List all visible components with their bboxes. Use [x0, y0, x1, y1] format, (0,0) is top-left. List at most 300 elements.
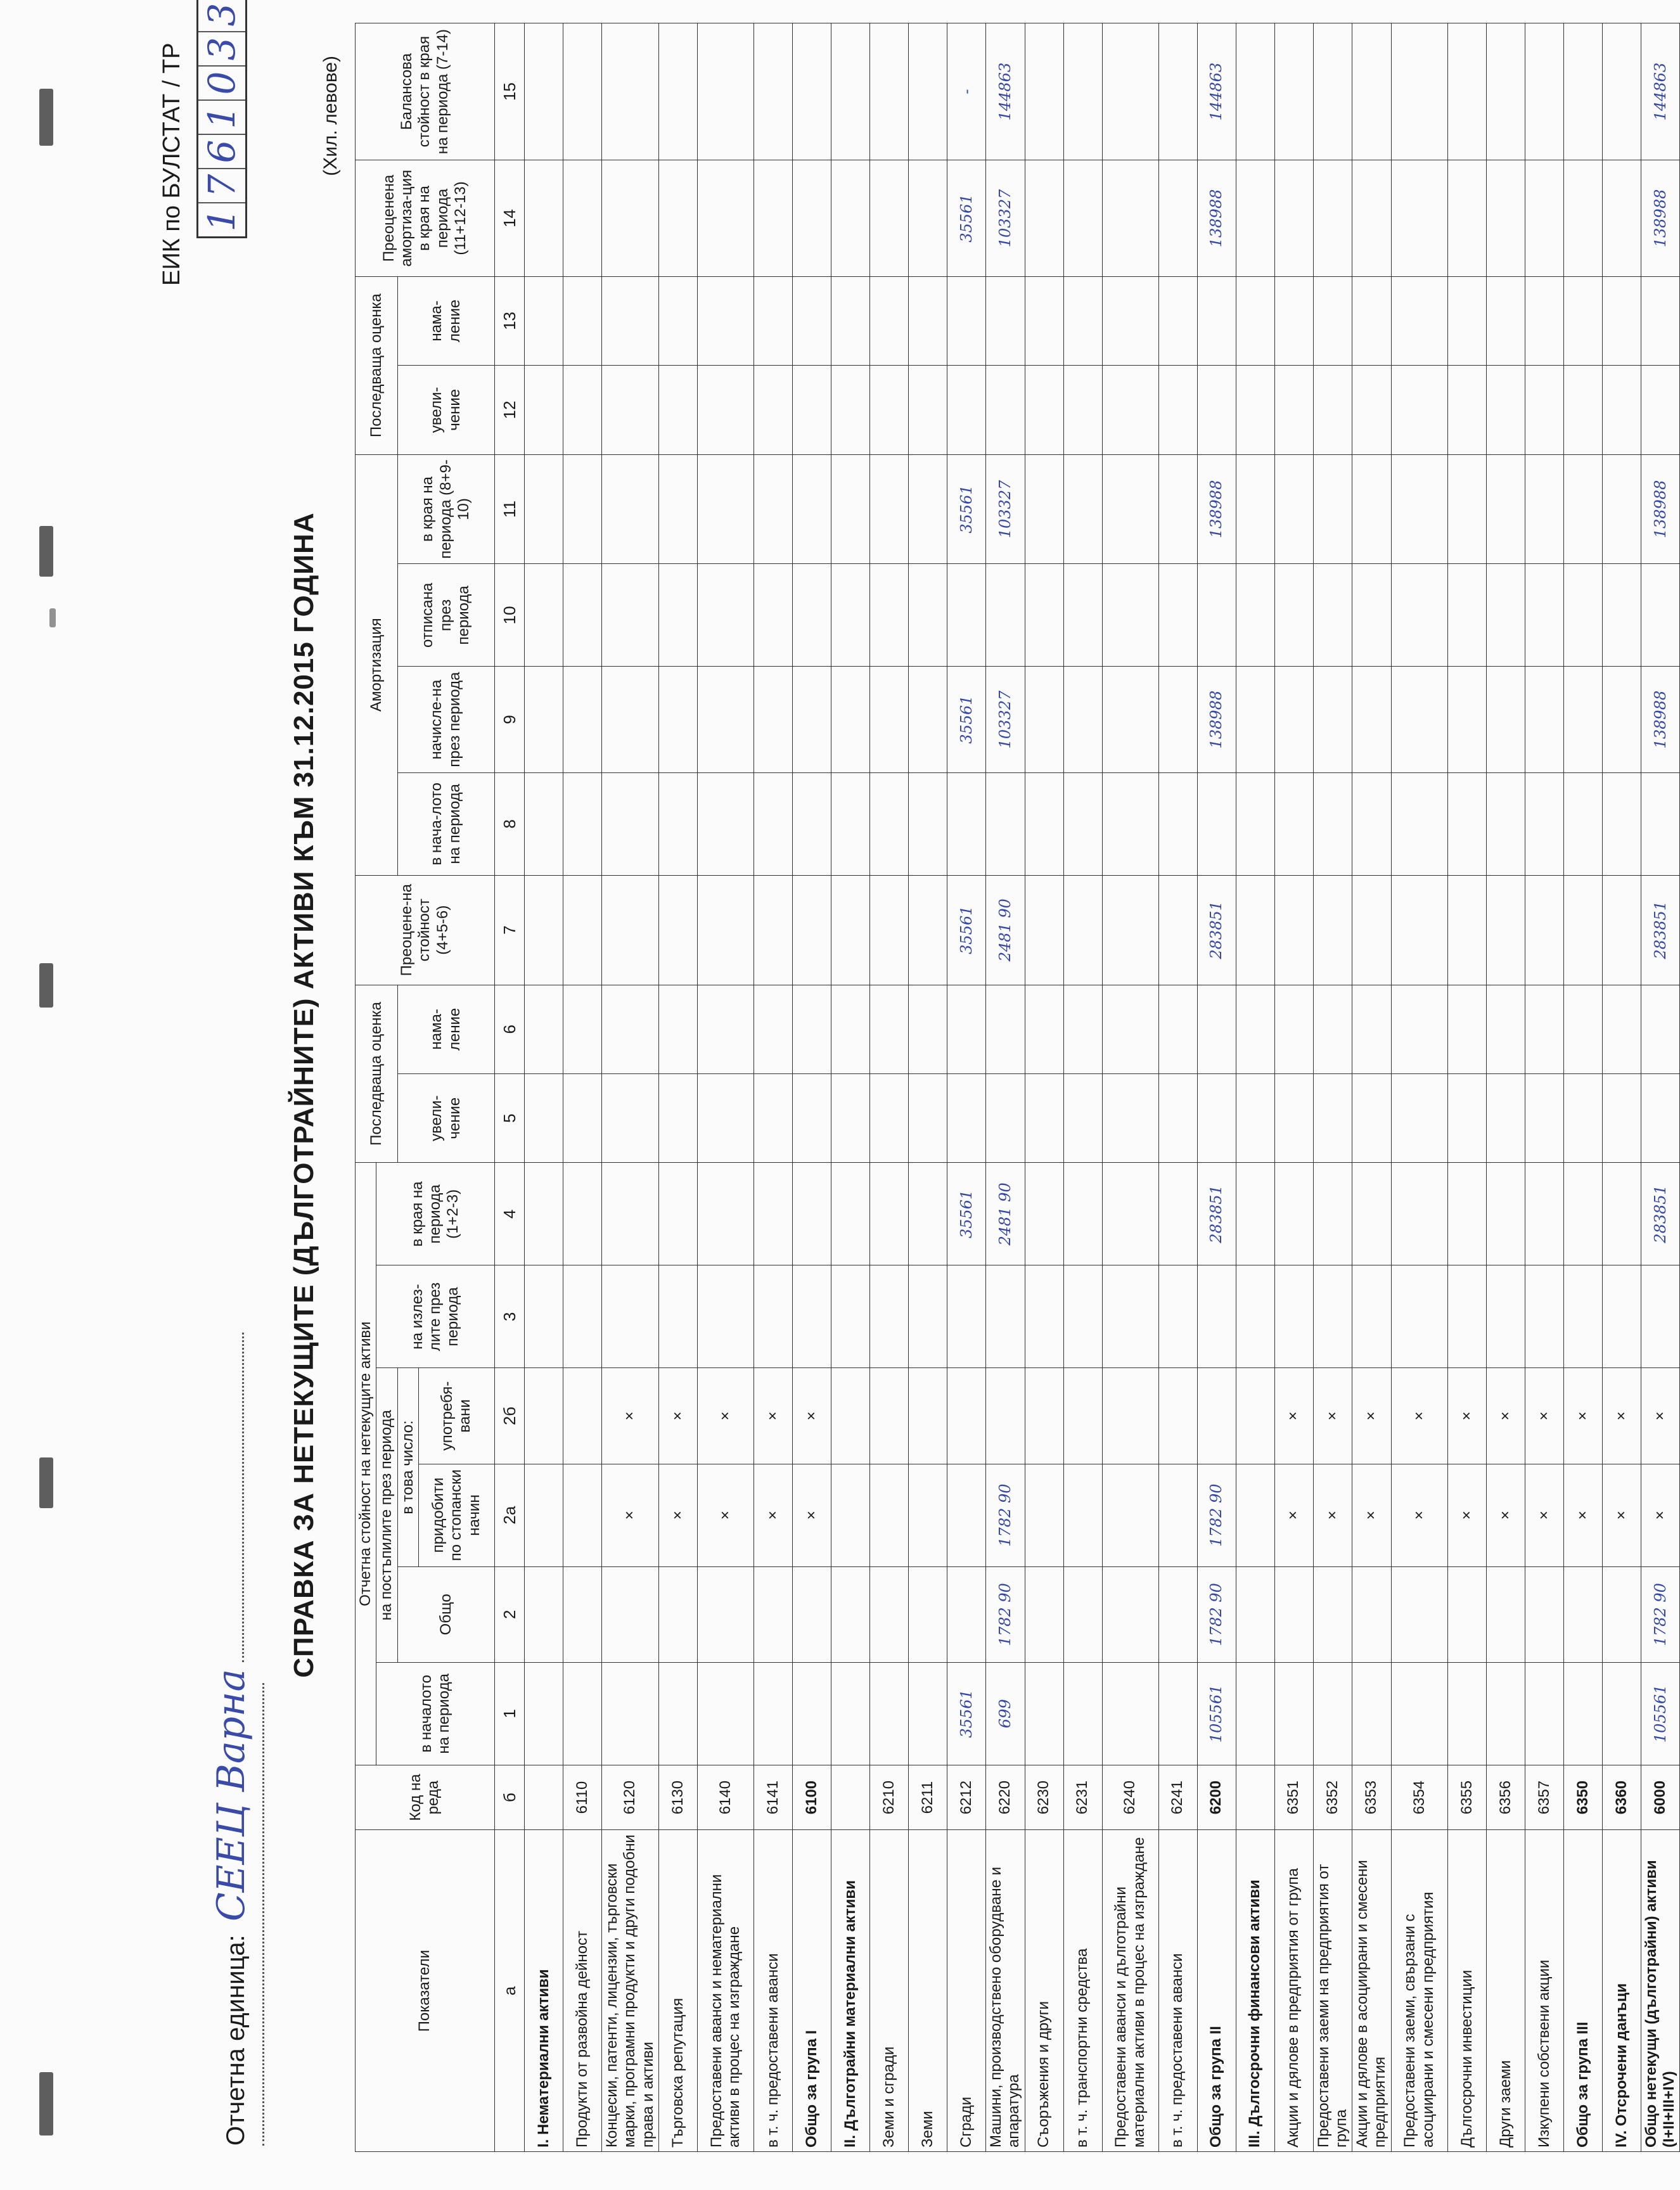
empty-cell — [1352, 1566, 1392, 1662]
empty-cell — [1274, 1265, 1313, 1368]
empty-cell — [1274, 875, 1313, 985]
empty-cell — [869, 772, 908, 875]
reporting-unit-label: Отчетна единица: — [222, 1935, 250, 2146]
handwritten-value: 283851 — [1197, 1163, 1236, 1265]
empty-cell — [1313, 1073, 1352, 1162]
table-row — [1391, 23, 1447, 2152]
column-number: 10 — [494, 564, 524, 667]
empty-cell — [1525, 160, 1563, 277]
empty-cell — [985, 366, 1025, 454]
handwritten-value: 35561 — [947, 454, 985, 564]
empty-cell — [1563, 366, 1602, 454]
table-row — [1274, 23, 1313, 2152]
empty-cell — [658, 772, 697, 875]
table-row — [1063, 23, 1102, 2152]
empty-cell — [1391, 1265, 1447, 1368]
column-number: 6 — [494, 985, 524, 1073]
empty-cell — [1602, 985, 1641, 1073]
table-row — [753, 23, 792, 2152]
empty-cell — [1352, 366, 1392, 454]
empty-cell — [985, 276, 1025, 365]
empty-cell — [1486, 454, 1525, 564]
empty-cell — [1102, 1464, 1158, 1566]
empty-cell — [831, 160, 869, 277]
col-retired: на излез-лите през периода — [376, 1265, 495, 1368]
row-label: в т. ч. предоставени аванси — [1158, 1830, 1197, 2152]
empty-cell — [1158, 875, 1197, 985]
empty-cell — [1274, 1163, 1313, 1265]
empty-cell — [1063, 772, 1102, 875]
table-row — [831, 23, 869, 2152]
not-applicable-mark: × — [1391, 1464, 1447, 1566]
empty-cell — [1447, 1662, 1486, 1765]
empty-cell — [1352, 1662, 1392, 1765]
row-label: Търговска репутация — [658, 1830, 697, 2152]
not-applicable-mark: × — [1447, 1464, 1486, 1566]
empty-cell — [985, 985, 1025, 1073]
empty-cell — [1158, 985, 1197, 1073]
empty-cell — [697, 667, 753, 772]
empty-cell — [1641, 1265, 1680, 1368]
empty-cell — [1274, 454, 1313, 564]
empty-cell — [947, 1265, 985, 1368]
empty-cell — [563, 1073, 601, 1162]
empty-cell — [908, 1662, 947, 1765]
empty-cell — [869, 1566, 908, 1662]
empty-cell — [1102, 985, 1158, 1073]
empty-cell — [601, 23, 658, 160]
row-code: 6240 — [1102, 1765, 1158, 1830]
empty-cell — [1313, 276, 1352, 365]
handwritten-value: 1782 90 — [1197, 1464, 1236, 1566]
empty-cell — [697, 276, 753, 365]
col-amortization: Амортизация — [356, 454, 398, 875]
empty-cell — [658, 1662, 697, 1765]
column-number: 12 — [494, 366, 524, 454]
empty-cell — [601, 875, 658, 985]
empty-cell — [753, 667, 792, 772]
table-row — [1525, 23, 1563, 2152]
empty-cell — [831, 1265, 869, 1368]
empty-cell — [524, 1073, 563, 1162]
empty-cell — [1447, 875, 1486, 985]
fixed-assets-table — [355, 23, 1680, 2152]
empty-cell — [1641, 276, 1680, 365]
empty-cell — [1313, 875, 1352, 985]
empty-cell — [869, 1073, 908, 1162]
empty-cell — [1641, 985, 1680, 1073]
column-number: 2 — [494, 1566, 524, 1662]
handwritten-value: 103327 — [985, 454, 1025, 564]
not-applicable-mark: × — [1313, 1464, 1352, 1566]
empty-cell — [1447, 1073, 1486, 1162]
empty-cell — [1352, 985, 1392, 1073]
empty-cell — [908, 985, 947, 1073]
empty-cell — [1158, 667, 1197, 772]
empty-cell — [1525, 985, 1563, 1073]
empty-cell — [1236, 667, 1274, 772]
handwritten-value: 138988 — [1641, 160, 1680, 277]
row-label: Предоставени заеми на предприятия от група — [1313, 1830, 1352, 2152]
empty-cell — [1525, 23, 1563, 160]
empty-cell — [1158, 1073, 1197, 1162]
empty-cell — [831, 454, 869, 564]
empty-cell — [1236, 875, 1274, 985]
empty-cell — [753, 772, 792, 875]
column-number: 7 — [494, 875, 524, 985]
empty-cell — [753, 1662, 792, 1765]
row-label: IV. Отсрочени данъци — [1602, 1830, 1641, 2152]
empty-cell — [1025, 160, 1063, 277]
empty-cell — [753, 23, 792, 160]
empty-cell — [1236, 772, 1274, 875]
row-code: 6231 — [1063, 1765, 1102, 1830]
eik-digit: 1 — [198, 202, 245, 236]
empty-cell — [1274, 772, 1313, 875]
empty-cell — [1197, 564, 1236, 667]
table-row — [601, 23, 658, 2152]
empty-cell — [1486, 160, 1525, 277]
empty-cell — [1391, 985, 1447, 1073]
table-row — [869, 23, 908, 2152]
empty-cell — [563, 160, 601, 277]
empty-cell — [658, 454, 697, 564]
empty-cell — [947, 1566, 985, 1662]
empty-cell — [1025, 1464, 1063, 1566]
empty-cell — [601, 1073, 658, 1162]
eik-digit: 3 — [198, 31, 245, 65]
empty-cell — [1063, 1163, 1102, 1265]
empty-cell — [1274, 667, 1313, 772]
empty-cell — [947, 564, 985, 667]
empty-cell — [658, 23, 697, 160]
handwritten-value: 144863 — [985, 23, 1025, 160]
row-label: в т. ч. транспортни средства — [1063, 1830, 1102, 2152]
empty-cell — [1197, 772, 1236, 875]
empty-cell — [1025, 454, 1063, 564]
empty-cell — [524, 1368, 563, 1464]
empty-cell — [753, 875, 792, 985]
empty-cell — [1274, 366, 1313, 454]
table-row — [1025, 23, 1063, 2152]
empty-cell — [658, 1265, 697, 1368]
empty-cell — [831, 667, 869, 772]
empty-cell — [1236, 454, 1274, 564]
empty-cell — [697, 454, 753, 564]
empty-cell — [1025, 1662, 1063, 1765]
empty-cell — [753, 366, 792, 454]
not-applicable-mark: × — [1274, 1464, 1313, 1566]
empty-cell — [1102, 772, 1158, 875]
not-applicable-mark: × — [658, 1464, 697, 1566]
row-code: 6141 — [753, 1765, 792, 1830]
empty-cell — [1525, 1662, 1563, 1765]
empty-cell — [1352, 875, 1392, 985]
handwritten-value: 2481 90 — [985, 875, 1025, 985]
empty-cell — [1063, 875, 1102, 985]
empty-cell — [792, 772, 831, 875]
empty-cell — [1447, 160, 1486, 277]
empty-cell — [1025, 1073, 1063, 1162]
empty-cell — [1236, 1566, 1274, 1662]
empty-cell — [1063, 366, 1102, 454]
not-applicable-mark: × — [697, 1464, 753, 1566]
empty-cell — [563, 985, 601, 1073]
not-applicable-mark: × — [792, 1464, 831, 1566]
empty-cell — [1352, 276, 1392, 365]
row-label: Дългосрочни инвестиции — [1447, 1830, 1486, 2152]
empty-cell — [601, 772, 658, 875]
col-revalued: Преоцене-на стойност (4+5-6) — [356, 875, 495, 985]
handwritten-value: 1782 90 — [985, 1464, 1025, 1566]
empty-cell — [1274, 1073, 1313, 1162]
empty-cell — [1025, 23, 1063, 160]
empty-cell — [1313, 366, 1352, 454]
empty-cell — [524, 454, 563, 564]
eik-digit: 6 — [198, 134, 245, 168]
empty-cell — [869, 875, 908, 985]
empty-cell — [1602, 1163, 1641, 1265]
row-label: Предоставени аванси и дълготрайни материални активи в процес на изграждане — [1102, 1830, 1158, 2152]
empty-cell — [947, 1073, 985, 1162]
empty-cell — [1391, 160, 1447, 277]
empty-cell — [1525, 564, 1563, 667]
empty-cell — [1313, 1265, 1352, 1368]
empty-cell — [1313, 985, 1352, 1073]
empty-cell — [1447, 772, 1486, 875]
empty-cell — [947, 366, 985, 454]
handwritten-value: 105561 — [1197, 1662, 1236, 1765]
empty-cell — [985, 564, 1025, 667]
empty-cell — [1447, 985, 1486, 1073]
empty-cell — [1025, 985, 1063, 1073]
empty-cell — [563, 1163, 601, 1265]
empty-cell — [753, 454, 792, 564]
empty-cell — [1486, 1073, 1525, 1162]
empty-cell — [1563, 564, 1602, 667]
empty-cell — [1236, 1073, 1274, 1162]
empty-cell — [1236, 366, 1274, 454]
row-label: Общо за група III — [1563, 1830, 1602, 2152]
row-code: 6210 — [869, 1765, 908, 1830]
row-code: 6230 — [1025, 1765, 1063, 1830]
empty-cell — [1063, 1662, 1102, 1765]
page-title: СПРАВКА ЗА НЕТЕКУЩИТЕ (ДЪЛГОТРАЙНИТЕ) АКТИВИ КЪМ 31.12.2015 ГОДИНА — [288, 512, 319, 1678]
table-row — [1158, 23, 1197, 2152]
empty-cell — [1525, 667, 1563, 772]
empty-cell — [1102, 1566, 1158, 1662]
column-numbers-row — [494, 23, 524, 2152]
empty-cell — [1447, 667, 1486, 772]
row-label: Общо за група II — [1197, 1830, 1236, 2152]
empty-cell — [831, 1368, 869, 1464]
empty-cell — [601, 1265, 658, 1368]
empty-cell — [1563, 985, 1602, 1073]
empty-cell — [524, 1163, 563, 1265]
not-applicable-mark: × — [601, 1464, 658, 1566]
empty-cell — [1102, 366, 1158, 454]
empty-cell — [869, 23, 908, 160]
eik-digit: 3 — [198, 0, 245, 31]
column-number: 2а — [494, 1464, 524, 1566]
empty-cell — [1563, 1265, 1602, 1368]
empty-cell — [1274, 985, 1313, 1073]
handwritten-value: 105561 — [1641, 1662, 1680, 1765]
empty-cell — [1274, 160, 1313, 277]
empty-cell — [524, 1662, 563, 1765]
empty-cell — [831, 23, 869, 160]
empty-cell — [908, 1368, 947, 1464]
empty-cell — [697, 1265, 753, 1368]
table-body — [524, 23, 1679, 2152]
column-number: 1 — [494, 1662, 524, 1765]
empty-cell — [1236, 1368, 1274, 1464]
empty-cell — [524, 1464, 563, 1566]
row-code: 6350 — [1563, 1765, 1602, 1830]
empty-cell — [1352, 1073, 1392, 1162]
empty-cell — [1102, 454, 1158, 564]
empty-cell — [1274, 23, 1313, 160]
empty-cell — [1025, 276, 1063, 365]
empty-cell — [831, 1073, 869, 1162]
empty-cell — [1102, 23, 1158, 160]
empty-cell — [563, 564, 601, 667]
empty-cell — [1602, 667, 1641, 772]
empty-cell — [1352, 1265, 1392, 1368]
empty-cell — [869, 667, 908, 772]
row-code — [831, 1765, 869, 1830]
empty-cell — [697, 985, 753, 1073]
handwritten-value: 35561 — [947, 875, 985, 985]
not-applicable-mark: × — [1602, 1368, 1641, 1464]
empty-cell — [524, 772, 563, 875]
empty-cell — [1236, 564, 1274, 667]
empty-cell — [908, 23, 947, 160]
col-total: Общо — [397, 1566, 494, 1662]
empty-cell — [524, 276, 563, 365]
reporting-unit — [209, 1333, 253, 2146]
empty-cell — [1197, 276, 1236, 365]
empty-cell — [1486, 564, 1525, 667]
empty-cell — [563, 276, 601, 365]
table-row — [1563, 23, 1602, 2152]
empty-cell — [831, 276, 869, 365]
empty-cell — [1486, 875, 1525, 985]
row-label: Общо нетекущи (дълготрайни) активи (I+II+III+IV) — [1641, 1830, 1680, 2152]
empty-cell — [1063, 1464, 1102, 1566]
empty-cell — [1158, 276, 1197, 365]
empty-cell — [792, 23, 831, 160]
table-row — [985, 23, 1025, 2152]
empty-cell — [831, 1662, 869, 1765]
empty-cell — [1486, 1566, 1525, 1662]
col-increase: увели-чение — [397, 1073, 494, 1162]
not-applicable-mark: × — [1352, 1368, 1392, 1464]
row-label: Акции и дялове в предприятия от група — [1274, 1830, 1313, 2152]
not-applicable-mark: × — [753, 1368, 792, 1464]
handwritten-value: 138988 — [1197, 160, 1236, 277]
empty-cell — [869, 276, 908, 365]
col-acquired: придобити по стопански начин — [418, 1464, 494, 1566]
not-applicable-mark: × — [1447, 1368, 1486, 1464]
empty-cell — [697, 875, 753, 985]
handwritten-value: 2481 90 — [985, 1163, 1025, 1265]
empty-cell — [1563, 1566, 1602, 1662]
empty-cell — [1352, 1163, 1392, 1265]
empty-cell — [1102, 276, 1158, 365]
empty-cell — [1447, 366, 1486, 454]
handwritten-value: 103327 — [985, 160, 1025, 277]
empty-cell — [1236, 1464, 1274, 1566]
empty-cell — [658, 985, 697, 1073]
empty-cell — [869, 366, 908, 454]
handwritten-value: 35561 — [947, 667, 985, 772]
row-label: Предоставени аванси и нематериални активи в процес на изграждане — [697, 1830, 753, 2152]
empty-cell — [1391, 667, 1447, 772]
empty-cell — [1236, 160, 1274, 277]
empty-cell — [753, 1265, 792, 1368]
not-applicable-mark: × — [1563, 1464, 1602, 1566]
empty-cell — [1274, 1662, 1313, 1765]
empty-cell — [524, 564, 563, 667]
handwritten-value: - — [947, 23, 985, 160]
row-label: Концесии, патенти, лицензии, търговски марки, програмни продукти и други подобни права и активи — [601, 1830, 658, 2152]
empty-cell — [524, 667, 563, 772]
handwritten-value: 283851 — [1641, 1163, 1680, 1265]
column-number: 5 — [494, 1073, 524, 1162]
empty-cell — [869, 1265, 908, 1368]
empty-cell — [1063, 1265, 1102, 1368]
empty-cell — [1274, 276, 1313, 365]
column-number: 4 — [494, 1163, 524, 1265]
empty-cell — [831, 772, 869, 875]
empty-cell — [1063, 276, 1102, 365]
table-row — [1197, 23, 1236, 2152]
row-code: 6130 — [658, 1765, 697, 1830]
column-number: б — [494, 1765, 524, 1830]
not-applicable-mark: × — [1602, 1464, 1641, 1566]
col-end: в края на периода (1+2-3) — [376, 1163, 495, 1265]
empty-cell — [1391, 454, 1447, 564]
empty-cell — [601, 276, 658, 365]
row-code: 6212 — [947, 1765, 985, 1830]
empty-cell — [1391, 1073, 1447, 1162]
empty-cell — [1063, 160, 1102, 277]
empty-cell — [1158, 564, 1197, 667]
col-used: употребя-вани — [418, 1368, 494, 1464]
empty-cell — [947, 1368, 985, 1464]
row-code: 6355 — [1447, 1765, 1486, 1830]
column-number: 11 — [494, 454, 524, 564]
empty-cell — [601, 1662, 658, 1765]
eik-digit: 0 — [198, 65, 245, 99]
empty-cell — [985, 1368, 1025, 1464]
empty-cell — [1641, 564, 1680, 667]
table-row — [697, 23, 753, 2152]
empty-cell — [1025, 875, 1063, 985]
empty-cell — [1602, 1073, 1641, 1162]
row-code: 6360 — [1602, 1765, 1641, 1830]
empty-cell — [869, 1662, 908, 1765]
empty-cell — [985, 772, 1025, 875]
empty-cell — [658, 1566, 697, 1662]
empty-cell — [1313, 1566, 1352, 1662]
units-note: (Хил. левове) — [320, 56, 341, 176]
empty-cell — [792, 1662, 831, 1765]
empty-cell — [1236, 1163, 1274, 1265]
empty-cell — [1602, 1662, 1641, 1765]
table-row — [658, 23, 697, 2152]
